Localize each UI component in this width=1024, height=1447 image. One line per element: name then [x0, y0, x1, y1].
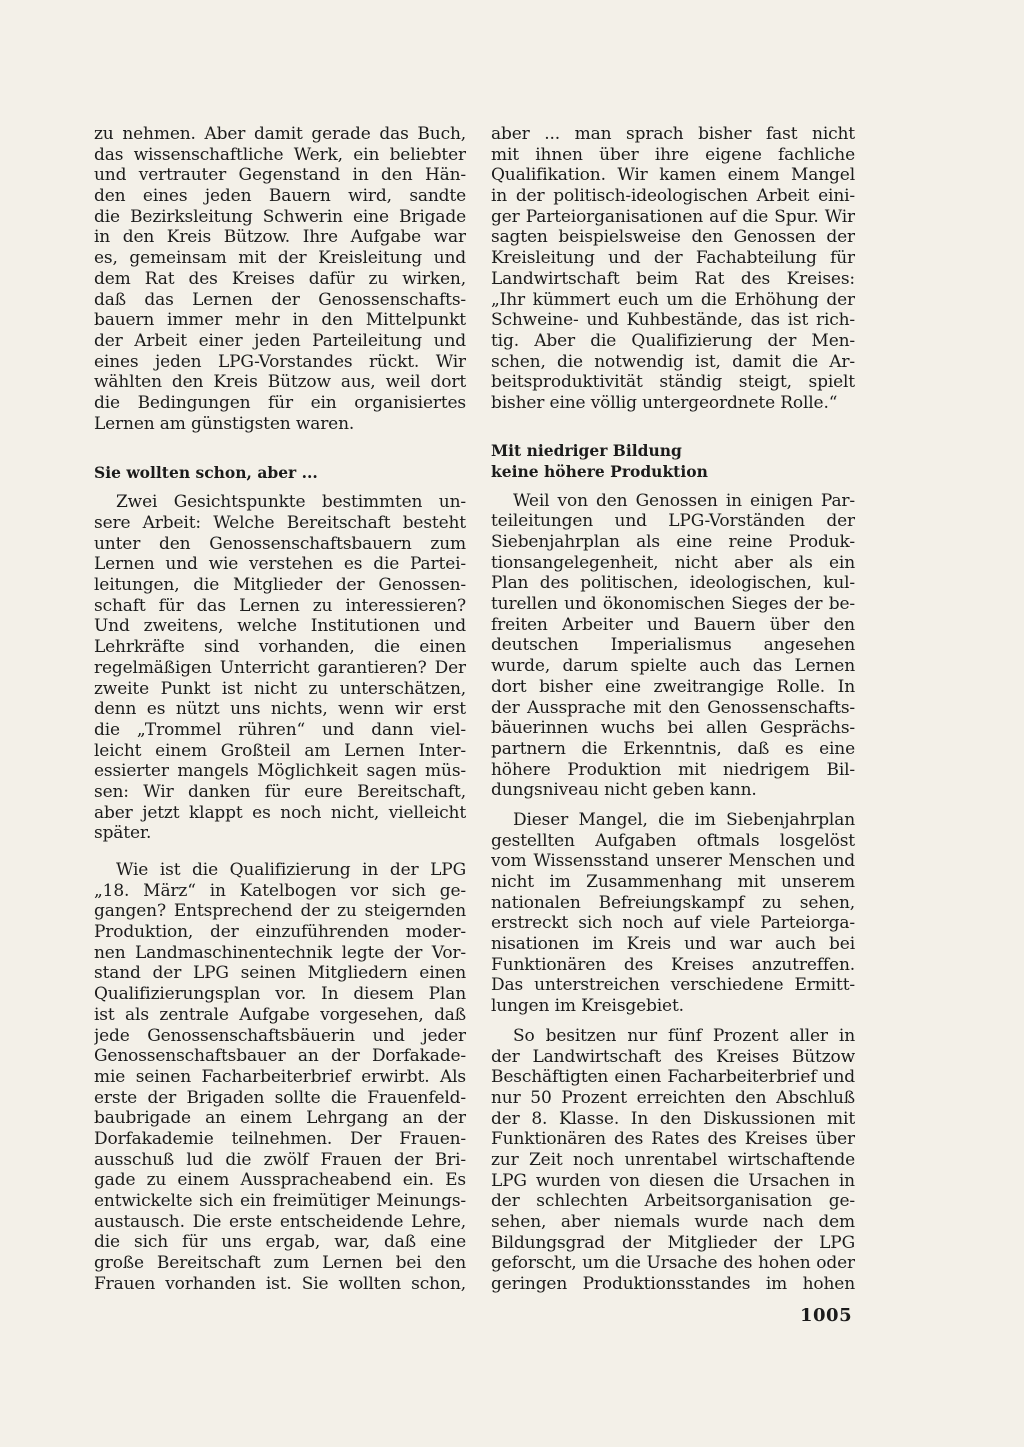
text-line: bisher eine völlig untergeordnete Rolle.“ [491, 392, 838, 413]
text-line: sagten beispielsweise den Genossen der [491, 227, 855, 248]
text-line: die „Trommel rühren“ und dann viel- [94, 719, 466, 740]
text-line: Lehrkräfte sind vorhanden, die einen [94, 637, 466, 658]
text-line: Lernen am günstigsten waren. [94, 413, 355, 434]
text-line: Kreisleitung und der Fachabteilung für [491, 248, 855, 269]
text-line: erste der Brigaden sollte die Frauenfeld- [94, 1087, 466, 1108]
text-line: leitungen, die Mitglieder der Genossen- [94, 575, 466, 596]
text-line: nur 50 Prozent erreichten den Abschluß [491, 1087, 855, 1108]
text-line: gestellten Aufgaben oftmals losgelöst [491, 830, 855, 851]
section-heading-mit-niedriger-bildung-line-1: Mit niedriger Bildung [491, 440, 682, 460]
text-line: Qualifizierungsplan vor. In diesem Plan [94, 984, 466, 1005]
text-line: baubrigade an einem Lehrgang an der [94, 1108, 466, 1129]
text-line: bäuerinnen wuchs bei allen Gesprächs- [491, 718, 855, 739]
text-line: eines jeden LPG-Vorstandes rückt. Wir [94, 351, 466, 372]
text-line: Wie ist die Qualifizierung in der LPG [116, 860, 466, 880]
text-line: nicht im Zusammenhang mit unserem [491, 872, 855, 892]
text-line: Schweine- und Kuhbestände, das ist rich- [491, 310, 855, 331]
text-line: Siebenjahrplan als eine reine Produk- [491, 532, 855, 552]
text-line: der schlechten Arbeitsorganisation ge- [491, 1191, 855, 1212]
text-line: aber ... man sprach bisher fast nicht [491, 124, 855, 144]
right-paragraph-3 [491, 810, 855, 1017]
text-line: in den Kreis Bützow. Ihre Aufgabe war [94, 227, 466, 248]
text-line: geforscht, um die Ursache des hohen oder [491, 1253, 855, 1274]
text-line: zur Zeit noch unrentabel wirtschaftende [491, 1149, 855, 1170]
text-line: der Landwirtschaft des Kreises Bützow [491, 1046, 855, 1067]
text-line: wählten den Kreis Bützow aus, weil dort [94, 372, 466, 393]
text-line: denn es nützt uns nichts, wenn wir erst [94, 699, 466, 720]
text-line: Plan des politischen, ideologischen, kul- [491, 573, 855, 594]
text-line: ist als zentrale Aufgabe vorgesehen, daß [94, 1004, 466, 1025]
text-line: sehen, aber niemals wurde nach dem [491, 1212, 855, 1232]
text-line: leicht einem Großteil am Lernen Inter- [94, 740, 466, 761]
text-line: partnern die Erkenntnis, daß es eine [491, 738, 855, 759]
text-line: turellen und ökonomischen Sieges der be- [491, 594, 855, 615]
text-line: die sich für uns ergab, war, daß eine [94, 1232, 466, 1253]
text-line: unter den Genossenschaftsbauern zum [94, 533, 466, 554]
text-line: zu nehmen. Aber damit gerade das Buch, [94, 124, 466, 144]
text-line: Zwei Gesichtspunkte bestimmten un- [116, 492, 466, 513]
text-line: Produktion, der einzuführenden moder- [94, 922, 466, 943]
text-line: Frauen vorhanden ist. Sie wollten schon, [94, 1273, 466, 1294]
right-column [491, 124, 855, 1295]
text-line: und vertrauter Gegenstand in den Hän- [94, 165, 466, 186]
text-line: Beschäftigten einen Facharbeiterbrief und [491, 1067, 855, 1088]
text-line: Landwirtschaft beim Rat des Kreises: [491, 268, 855, 289]
text-line: Funktionären des Kreises anzutreffen. [491, 954, 855, 975]
section-heading-mit-niedriger-bildung-line-2: keine höhere Produktion [491, 461, 708, 481]
right-paragraph-1 [491, 124, 855, 414]
text-line: austausch. Die erste entscheidende Lehre, [94, 1211, 466, 1232]
text-line: „Ihr kümmert euch um die Erhöhung der [491, 289, 855, 310]
text-line: mit ihnen über ihre eigene fachliche [491, 144, 855, 165]
text-line: sen: Wir danken für eure Bereitschaft, [94, 781, 466, 802]
text-line: erstreckt sich noch auf viele Parteiorga- [491, 913, 855, 934]
text-line: Und zweitens, welche Institutionen und [94, 616, 466, 637]
text-line: das wissenschaftliche Werk, ein beliebter [94, 144, 466, 165]
text-line: ausschuß lud die zwölf Frauen der Bri- [94, 1149, 466, 1170]
text-line: der Aussprache mit den Genossenschafts- [491, 697, 855, 718]
text-line: mie seinen Facharbeiterbrief erwirbt. Als [94, 1066, 466, 1087]
text-line: dungsniveau nicht geben kann. [491, 780, 757, 801]
text-line: zweite Punkt ist nicht zu unterschätzen, [94, 678, 466, 699]
text-line: es, gemeinsam mit der Kreisleitung und [94, 248, 466, 269]
text-line: nationalen Befreiungskampf zu sehen, [491, 892, 855, 913]
text-line: große Bereitschaft zum Lernen bei den [94, 1253, 466, 1274]
text-line: bauern immer mehr in den Mittelpunkt [94, 310, 466, 331]
text-line: wurde, darum spielte auch das Lernen [491, 656, 855, 677]
text-line: später. [94, 823, 152, 844]
text-line: jede Genossenschaftsbäuerin und jeder [94, 1025, 466, 1046]
text-line: Qualifikation. Wir kamen einem Mangel [491, 165, 855, 186]
text-line: essierter mangels Möglichkeit sagen müs- [94, 761, 466, 782]
text-line: nisationen im Kreis und war auch bei [491, 934, 855, 955]
text-line: Genossenschaftsbauer an der Dorfakade- [94, 1046, 466, 1067]
text-line: Dorfakademie teilnehmen. Der Frauen- [94, 1128, 466, 1149]
text-line: Lernen und wie verstehen es die Partei- [94, 554, 466, 575]
text-line: Bildungsgrad der Mitglieder der LPG [491, 1232, 855, 1253]
text-line: den eines jeden Bauern wird, sandte [94, 186, 466, 207]
text-line: beitsproduktivität ständig steigt, spielt [491, 372, 855, 393]
text-line: gangen? Entsprechend der zu steigernden [94, 901, 466, 922]
text-line: Dieser Mangel, die im Siebenjahrplan [513, 809, 855, 830]
text-line: höhere Produktion mit niedrigem Bil- [491, 759, 855, 780]
text-line: dem Rat des Kreises dafür zu wirken, [94, 268, 466, 289]
text-line: ger Parteiorganisationen auf die Spur. Wir [491, 206, 855, 227]
left-paragraph-3 [94, 860, 466, 1294]
right-paragraph-2 [491, 491, 855, 801]
text-line: So besitzen nur fünf Prozent aller in [513, 1025, 855, 1046]
left-column [94, 124, 466, 1294]
text-line: freiten Arbeiter und Bauern über den [491, 614, 855, 635]
text-line: der Arbeit einer jeden Parteileitung und [94, 330, 466, 351]
text-line: die Bedingungen für ein organisiertes [94, 392, 466, 413]
right-paragraph-4 [491, 1026, 855, 1295]
text-line: schen, die notwendig ist, damit die Ar- [491, 351, 855, 372]
left-paragraph-2 [94, 492, 466, 844]
text-line: sere Arbeit: Welche Bereitschaft besteht [94, 513, 466, 533]
text-line: vom Wissensstand unserer Menschen und [491, 851, 855, 872]
text-line: Funktionären des Rates des Kreises über [491, 1129, 855, 1150]
text-line: lungen im Kreisgebiet. [491, 996, 684, 1017]
text-line: LPG wurden von diesen die Ursachen in [491, 1170, 855, 1191]
text-line: tig. Aber die Qualifizierung der Men- [491, 330, 855, 351]
text-line: aber jetzt klappt es noch nicht, vielleicht [94, 802, 466, 823]
text-line: daß das Lernen der Genossenschafts- [94, 289, 466, 310]
text-line: Weil von den Genossen in einigen Par- [513, 490, 855, 511]
text-line: nen Landmaschinentechnik legte der Vor- [94, 942, 466, 963]
text-line: geringen Produktionsstandes im hohen [491, 1274, 855, 1295]
text-line: regelmäßigen Unterricht garantieren? Der [94, 657, 466, 678]
left-paragraph-1 [94, 124, 466, 434]
text-line: deutschen Imperialismus angesehen [491, 635, 855, 656]
text-line: Das unterstreichen verschiedene Ermitt- [491, 975, 855, 996]
text-line: stand der LPG seinen Mitgliedern einen [94, 963, 466, 984]
text-line: entwickelte sich ein freimütiger Meinungs- [94, 1191, 466, 1211]
text-line: in der politisch-ideologischen Arbeit eini- [491, 186, 855, 207]
text-line: dort bisher eine zweitrangige Rolle. In [491, 676, 855, 697]
text-line: teileitungen und LPG-Vorständen der [491, 511, 855, 532]
text-line: der 8. Klasse. In den Diskussionen mit [491, 1108, 855, 1129]
text-line: schaft für das Lernen zu interessieren? [94, 595, 466, 616]
text-line: gade zu einem Ausspracheabend ein. Es [94, 1170, 466, 1191]
page-number: 1005 [800, 1305, 853, 1326]
text-line: tionsangelegenheit, nicht aber als ein [491, 552, 855, 573]
text-line: „18. März“ in Katelbogen vor sich ge- [94, 880, 466, 901]
section-heading-sie-wollten-schon: Sie wollten schon, aber ... [94, 463, 318, 483]
text-line: die Bezirksleitung Schwerin eine Brigade [94, 206, 466, 227]
